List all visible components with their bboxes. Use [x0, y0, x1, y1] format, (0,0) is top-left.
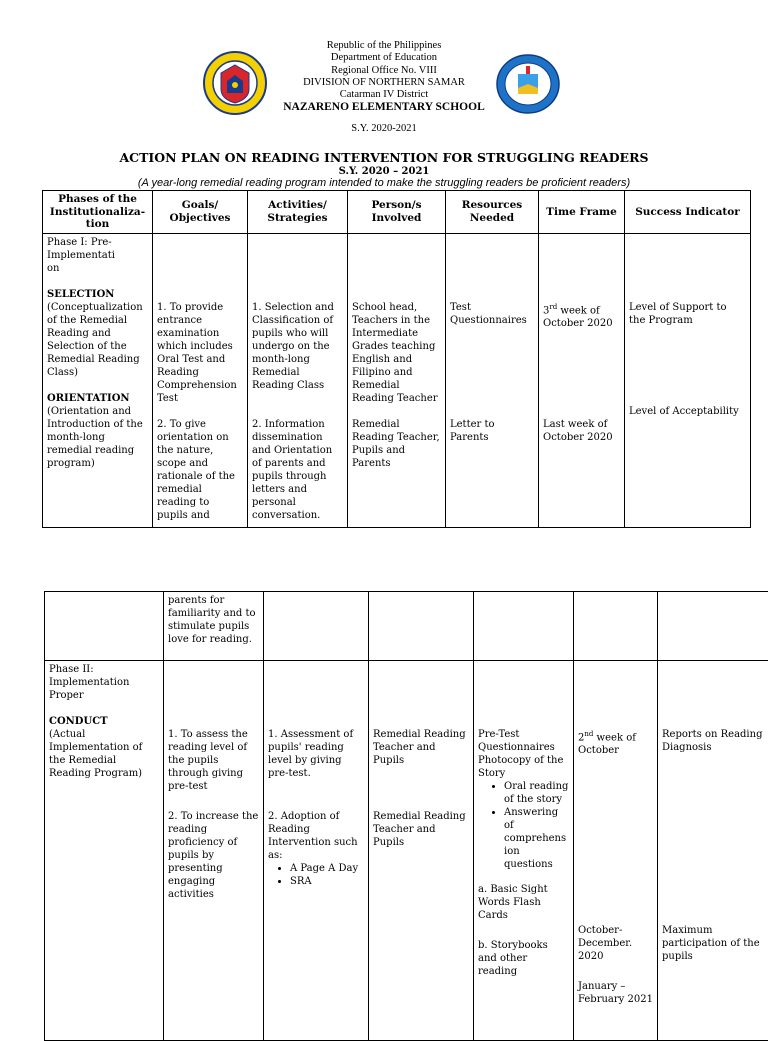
- orientation-description: (Orientation and Introduction of the month-long remedial reading program): [47, 405, 148, 470]
- selection-resources: Test Questionnaires: [450, 301, 534, 418]
- header-division: DIVISION OF NORTHERN SAMAR: [0, 77, 768, 89]
- document-subtitle: (A year-long remedial reading program intended to make the struggling readers be proficient readers): [0, 177, 768, 189]
- orientation-goal: 2. To give orientation on the nature, scope and rationale of the remedial reading to pupils and: [157, 418, 243, 522]
- selection-activity: 1. Selection and Classification of pupils who will undergo on the month-long Remedial Reading Class: [252, 301, 343, 418]
- selection-indicator: Level of Support to the Program: [629, 301, 746, 405]
- time-frame-2: October-December. 2020: [578, 924, 653, 980]
- document-school-year: S.Y. 2020 – 2021: [0, 166, 768, 177]
- action-plan-table-page-1: [42, 190, 751, 528]
- column-header-persons: Person/s Involved: [348, 191, 446, 234]
- phase-cell: [45, 661, 164, 1041]
- activity-list: [268, 862, 364, 888]
- document-header: [0, 40, 768, 135]
- indicator-2: Maximum participation of the pupils: [662, 924, 768, 963]
- column-header-activities: Activities/ Strategies: [248, 191, 348, 234]
- selection-persons: School head, Teachers in the Intermediate Grades teaching English and Filipino and Remedial Reading Teacher: [352, 301, 441, 418]
- table-row: [45, 592, 768, 661]
- orientation-time-frame: Last week of October 2020: [543, 418, 620, 444]
- action-plan-table-page-2: [44, 591, 768, 1041]
- selection-time-frame: 3rd week of October 2020: [543, 301, 620, 418]
- header-region: Regional Office No. VIII: [0, 65, 768, 77]
- selection-goal: 1. To provide entrance examination which includes Oral Test and Reading Comprehension Test: [157, 301, 243, 418]
- activity-2: 2. Adoption of Reading Intervention such as:: [268, 810, 364, 862]
- phase-label: Phase II: Implementation Proper: [49, 663, 159, 702]
- column-header-goals: Goals/ Objectives: [153, 191, 248, 234]
- time-frame-1: 2nd week of October: [578, 728, 653, 924]
- continued-goal: parents for familiarity and to stimulate pupils love for reading.: [164, 592, 264, 661]
- persons-2: Remedial Reading Teacher and Pupils: [373, 810, 469, 849]
- header-district: Catarman IV District: [0, 89, 768, 101]
- phase-label: Phase I: Pre-Implementation: [47, 236, 117, 275]
- resources-a: a. Basic Sight Words Flash Cards: [478, 883, 569, 939]
- goal-2: 2. To increase the reading proficiency of pupils by presenting engaging activities: [168, 810, 259, 901]
- indicator-1: Reports on Reading Diagnosis: [662, 728, 768, 924]
- column-header-resources: Resources Needed: [446, 191, 539, 234]
- selection-description: (Conceptualization of the Remedial Reading and Selection of the Remedial Reading Class): [47, 301, 148, 379]
- conduct-heading: CONDUCT: [49, 715, 159, 728]
- activities-cell: [264, 661, 369, 1041]
- resources-b: b. Storybooks and other reading: [478, 939, 569, 978]
- resources-cell: [446, 233, 539, 527]
- column-header-success-indicator: Success Indicator: [625, 191, 751, 234]
- success-indicator-cell: [625, 233, 751, 527]
- column-header-time-frame: Time Frame: [539, 191, 625, 234]
- table-row: [45, 661, 768, 1041]
- orientation-heading: ORIENTATION: [47, 392, 148, 405]
- activity-1: 1. Assessment of pupils' reading level by giving pre-test.: [268, 728, 364, 810]
- orientation-indicator: Level of Acceptability: [629, 405, 746, 418]
- time-frame-3: January – February 2021: [578, 980, 653, 1006]
- header-department: Department of Education: [0, 52, 768, 64]
- time-frame-cell: [574, 661, 658, 1041]
- goals-cell: [153, 233, 248, 527]
- orientation-resources: Letter to Parents: [450, 418, 534, 444]
- success-indicator-cell: [658, 661, 768, 1041]
- table-row: [43, 233, 751, 527]
- phase-cell: [43, 233, 153, 527]
- column-header-phases: Phases of the Institutionaliza-tion: [43, 191, 153, 234]
- goal-1: 1. To assess the reading level of the pupils through giving pre-test: [168, 728, 259, 810]
- activities-cell: [248, 233, 348, 527]
- list-item: • SRA: [290, 875, 364, 888]
- resources-list: [478, 780, 569, 871]
- goals-cell: [164, 661, 264, 1041]
- header-school-year: S.Y. 2020-2021: [0, 123, 768, 135]
- list-item: • A Page A Day: [290, 862, 364, 875]
- orientation-persons: Remedial Reading Teacher, Pupils and Parents: [352, 418, 441, 470]
- resources-cell: [474, 661, 574, 1041]
- selection-heading: SELECTION: [47, 288, 148, 301]
- header-republic: Republic of the Philippines: [0, 40, 768, 52]
- list-item: • Answering of comprehension questions: [504, 806, 569, 871]
- persons-cell: [348, 233, 446, 527]
- persons-cell: [369, 661, 474, 1041]
- orientation-activity: 2. Information dissemination and Orientation of parents and pupils through letters and personal conversation.: [252, 418, 343, 522]
- time-frame-cell: [539, 233, 625, 527]
- document-title: ACTION PLAN ON READING INTERVENTION FOR STRUGGLING READERS: [0, 150, 768, 165]
- persons-1: Remedial Reading Teacher and Pupils: [373, 728, 469, 810]
- header-school-name: NAZARENO ELEMENTARY SCHOOL: [0, 101, 768, 113]
- resources-1: Pre-Test Questionnaires Photocopy of the Story: [478, 728, 569, 780]
- list-item: • Oral reading of the story: [504, 780, 569, 806]
- conduct-description: (Actual Implementation of the Remedial Reading Program): [49, 728, 159, 780]
